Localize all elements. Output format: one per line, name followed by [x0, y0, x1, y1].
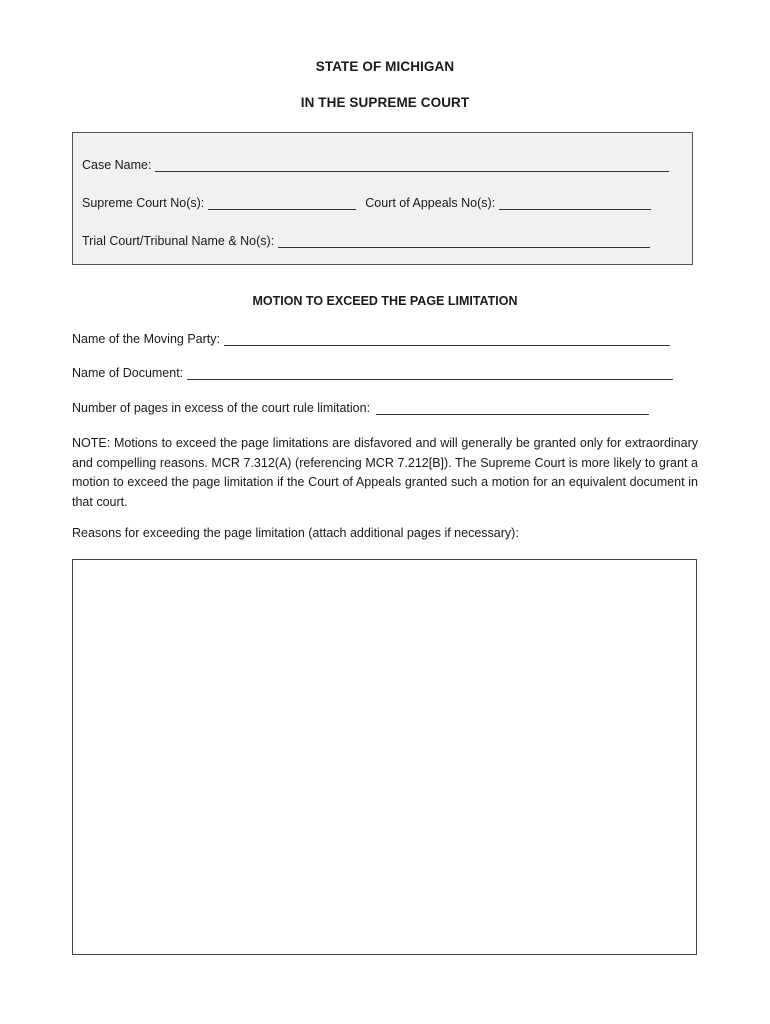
moving-party-field[interactable] — [224, 333, 670, 346]
supreme-court-no-field[interactable] — [208, 197, 356, 210]
state-title: STATE OF MICHIGAN — [315, 59, 455, 74]
court-of-appeals-no-label: Court of Appeals No(s): — [365, 196, 496, 210]
trial-court-label: Trial Court/Tribunal Name & No(s): — [82, 234, 275, 248]
supreme-court-no-label: Supreme Court No(s): — [82, 196, 205, 210]
moving-party-row — [72, 332, 670, 346]
motion-title: MOTION TO EXCEED THE PAGE LIMITATION — [252, 294, 518, 308]
court-of-appeals-no-field[interactable] — [499, 197, 651, 210]
excess-pages-row — [72, 401, 649, 415]
excess-pages-label: Number of pages in excess of the court rule limitation: — [72, 401, 371, 415]
reasons-text-area[interactable] — [72, 559, 697, 955]
document-name-label: Name of Document: — [72, 366, 184, 380]
case-name-field[interactable] — [155, 159, 669, 172]
reasons-label: Reasons for exceeding the page limitation (attach additional pages if necessary): — [72, 526, 519, 540]
trial-court-row — [82, 234, 650, 248]
court-numbers-row — [82, 196, 651, 210]
case-name-row — [82, 158, 669, 172]
moving-party-label: Name of the Moving Party: — [72, 332, 220, 346]
case-caption-box — [72, 132, 693, 265]
document-name-row — [72, 366, 673, 380]
case-name-label: Case Name: — [82, 158, 152, 172]
note-paragraph: NOTE: Motions to exceed the page limitations are disfavored and will generally be granted only for extraordinary and compelling reasons. MCR 7.312(A) (referencing MCR 7.212[B]). The Supreme Court is more likely to grant a motion to exceed the page limitation if the Court of Appeals granted such a motion for an equivalent document in that court. — [72, 436, 698, 509]
trial-court-field[interactable] — [278, 235, 650, 248]
document-name-field[interactable] — [187, 367, 673, 380]
court-title: IN THE SUPREME COURT — [300, 95, 470, 110]
excess-pages-field[interactable] — [376, 402, 649, 415]
